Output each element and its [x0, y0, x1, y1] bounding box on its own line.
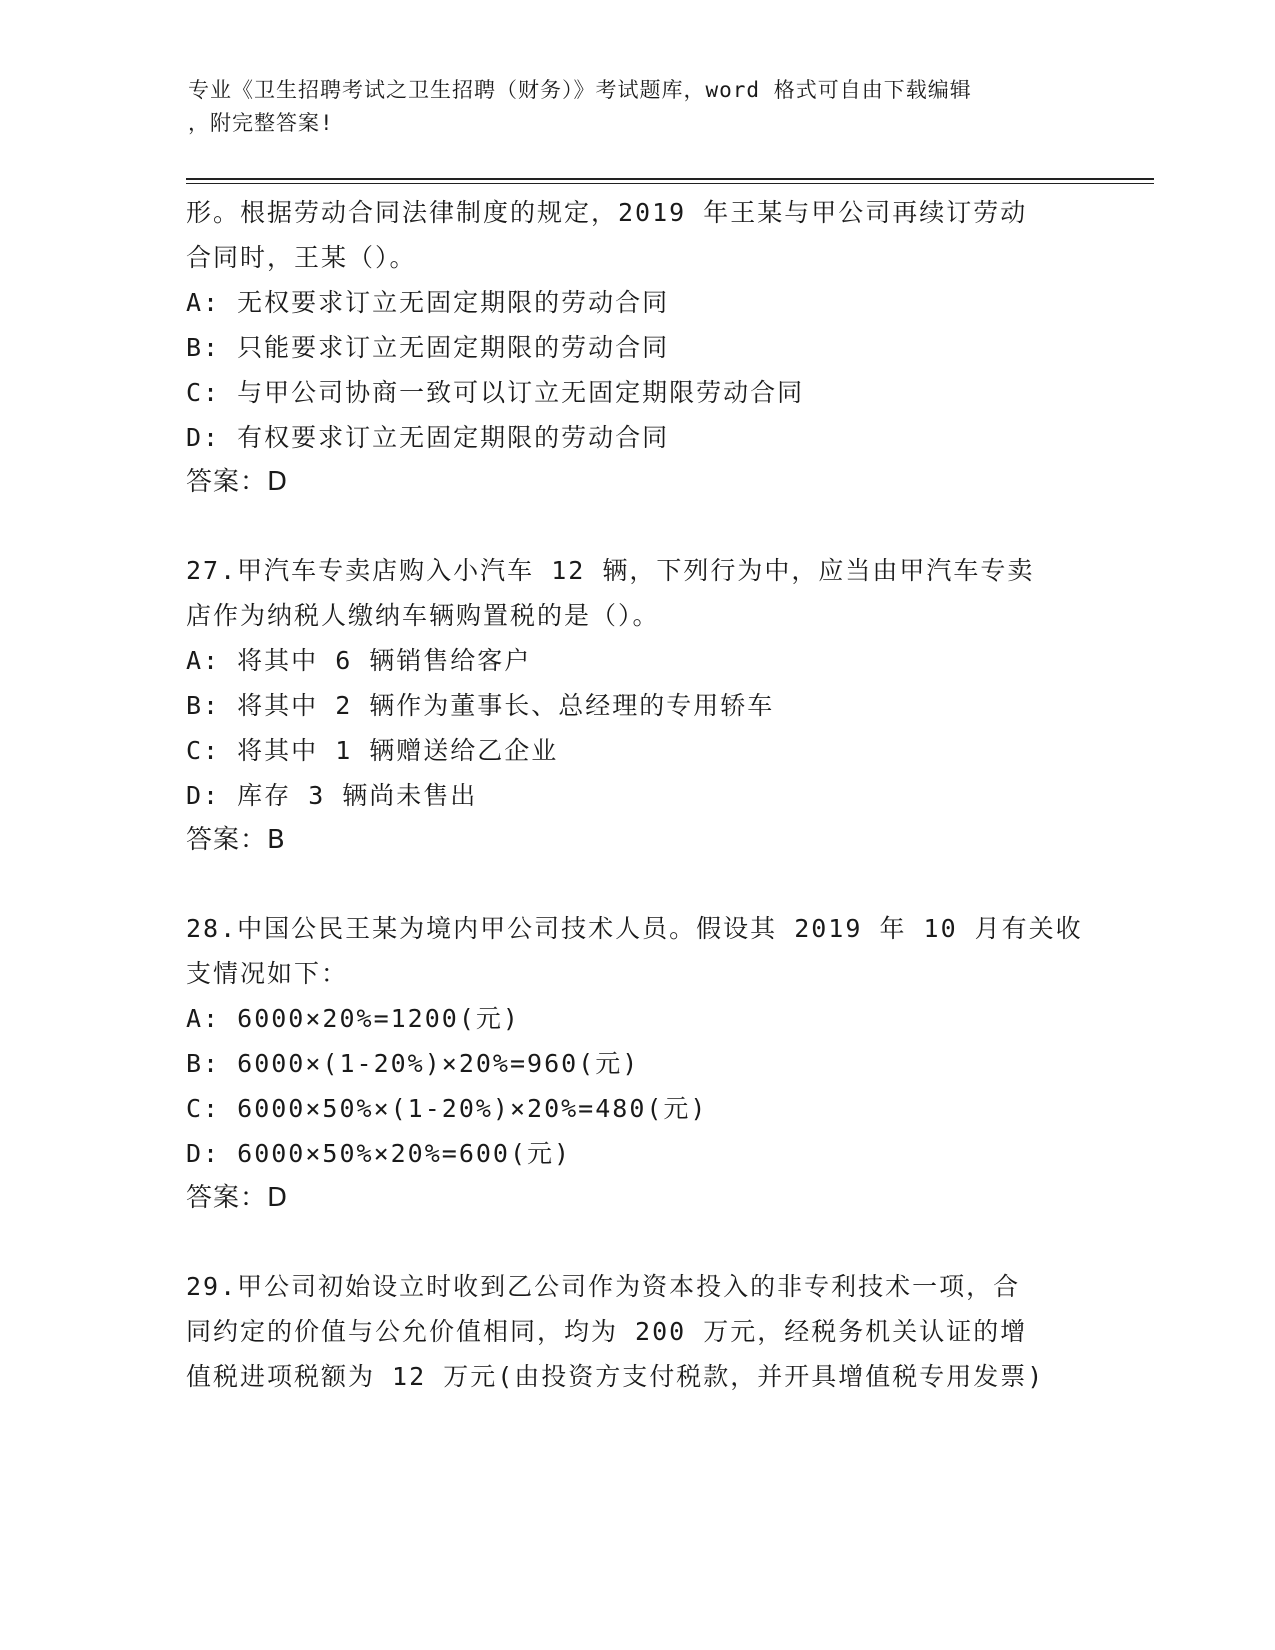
option-d: D: 6000×50%×20%=600(元) — [186, 1139, 572, 1168]
question-27 — [186, 548, 1086, 863]
question-text: 合同时，王某（）。 — [186, 243, 417, 272]
option-c: C: 与甲公司协商一致可以订立无固定期限劳动合同 — [186, 378, 805, 407]
spacer — [186, 863, 1086, 906]
question-26 — [186, 190, 1086, 505]
question-text: 形。根据劳动合同法律制度的规定，2019 年王某与甲公司再续订劳动 — [186, 198, 1028, 227]
option-d: D: 有权要求订立无固定期限的劳动合同 — [186, 423, 670, 452]
option-a: A: 将其中 6 辆销售给客户 — [186, 646, 532, 675]
answer: 答案：B — [186, 825, 286, 855]
question-text: 值税进项税额为 12 万元(由投资方支付税款，并开具增值税专用发票) — [186, 1362, 1045, 1391]
option-a: A: 6000×20%=1200(元) — [186, 1004, 520, 1033]
option-b: B: 只能要求订立无固定期限的劳动合同 — [186, 333, 670, 362]
document-header — [188, 74, 1088, 140]
question-text: 29.甲公司初始设立时收到乙公司作为资本投入的非专利技术一项，合 — [186, 1272, 1021, 1301]
option-c: C: 6000×50%×(1-20%)×20%=480(元) — [186, 1094, 708, 1123]
option-b: B: 6000×(1-20%)×20%=960(元) — [186, 1049, 640, 1078]
question-text: 同约定的价值与公允价值相同，均为 200 万元，经税务机关认证的增 — [186, 1317, 1028, 1346]
header-line-1: 专业《卫生招聘考试之卫生招聘（财务）》考试题库，word 格式可自由下载编辑 — [188, 78, 972, 102]
question-text: 店作为纳税人缴纳车辆购置税的是（）。 — [186, 601, 660, 630]
option-b: B: 将其中 2 辆作为董事长、总经理的专用轿车 — [186, 691, 775, 720]
option-a: A: 无权要求订立无固定期限的劳动合同 — [186, 288, 670, 317]
spacer — [186, 505, 1086, 548]
answer: 答案：D — [186, 1183, 289, 1213]
question-text: 28.中国公民王某为境内甲公司技术人员。假设其 2019 年 10 月有关收 — [186, 914, 1083, 943]
header-line-2: ，附完整答案! — [188, 111, 334, 135]
option-c: C: 将其中 1 辆赠送给乙企业 — [186, 736, 559, 765]
question-29 — [186, 1264, 1086, 1399]
header-divider-thin — [186, 183, 1154, 184]
question-text: 27.甲汽车专卖店购入小汽车 12 辆，下列行为中，应当由甲汽车专卖 — [186, 556, 1035, 585]
answer: 答案：D — [186, 467, 289, 497]
spacer — [186, 1221, 1086, 1264]
header-divider-thick — [186, 178, 1154, 180]
question-28 — [186, 906, 1086, 1221]
option-d: D: 库存 3 辆尚未售出 — [186, 781, 478, 810]
question-text: 支情况如下： — [186, 959, 349, 988]
document-body — [186, 190, 1086, 1399]
